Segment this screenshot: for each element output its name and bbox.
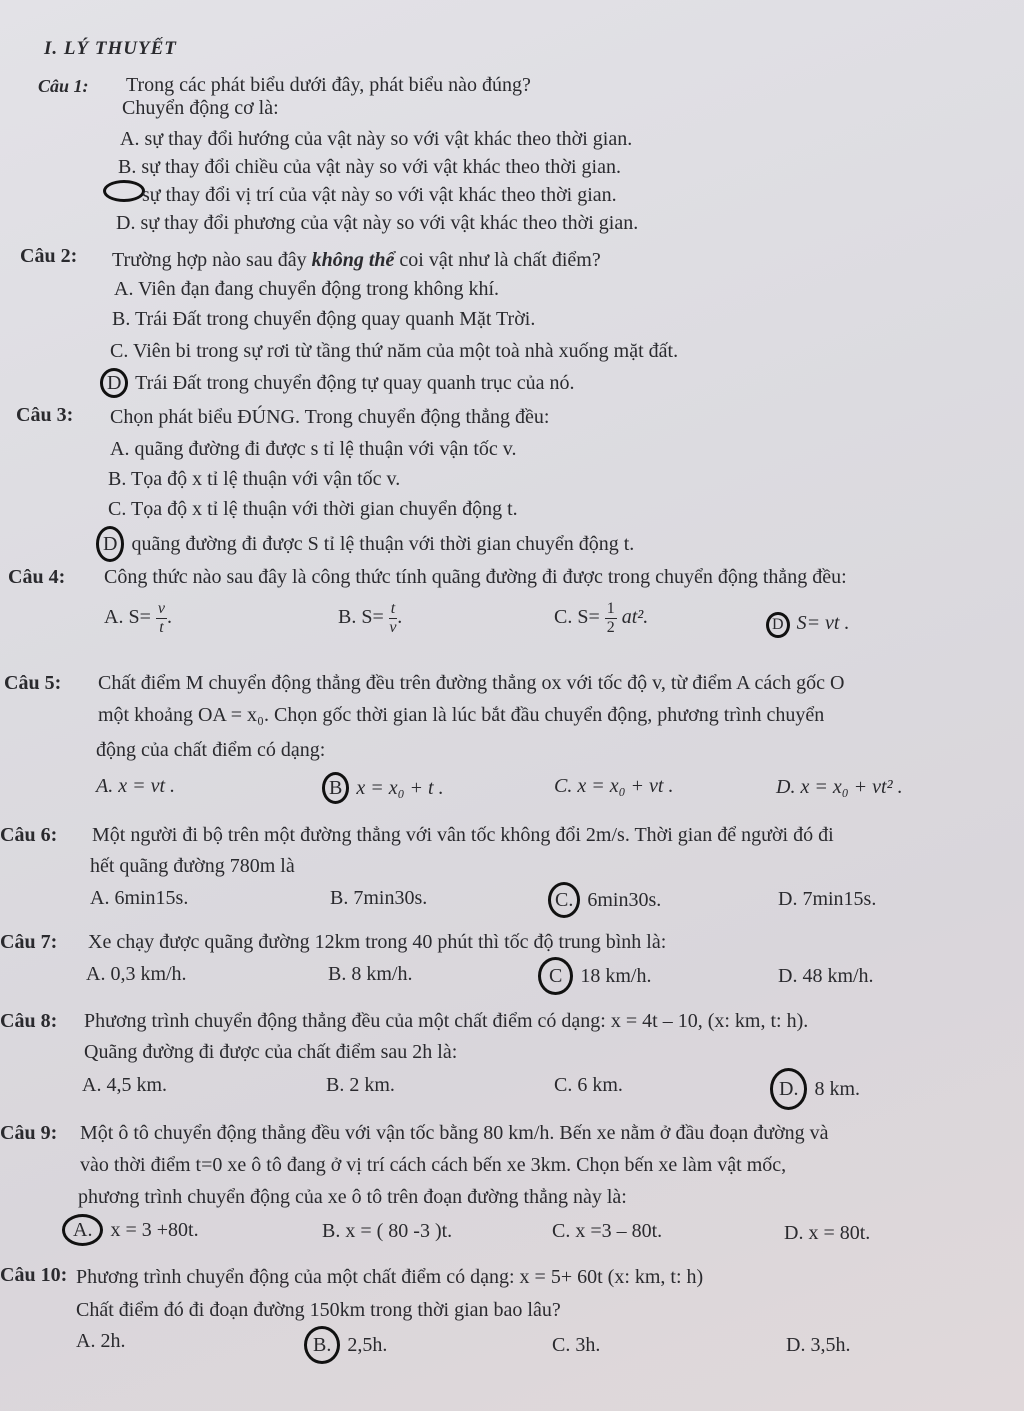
question-1-subtext: Chuyển động cơ là: — [122, 97, 279, 119]
question-4-option-b: B. S= $\frac{t}{v}$ . — [338, 600, 403, 636]
question-7-option-d: D. 48 km/h. — [778, 965, 874, 987]
question-2-option-d-text: Trái Đất trong chuyển động tự quay quanh trục của nó. — [135, 372, 575, 394]
question-4-option-a-label: A. S= — [104, 606, 151, 629]
question-6-option-c-text: 6min30s. — [587, 889, 662, 911]
question-4-text: Công thức nào sau đây là công thức tính quãng đường đi được trong chuyển động thẳng đều: — [104, 566, 847, 588]
section-title: I. LÝ THUYẾT — [44, 38, 177, 59]
answer-circle-d: D — [96, 526, 124, 562]
question-5-line-2: một khoảng OA = x₀. Chọn gốc thời gian là lúc bắt đầu chuyển động, phương trình chuyển — [98, 704, 825, 726]
question-3-option-d — [96, 526, 634, 562]
question-2-label: Câu 2: — [20, 245, 78, 267]
question-6-line-1: Một người đi bộ trên một đường thẳng với vân tốc không đổi 2m/s. Thời gian để người đó đi — [92, 824, 834, 846]
question-3-label: Câu 3: — [16, 404, 74, 426]
question-9-option-d: D. x = 80t. — [784, 1222, 871, 1244]
question-3-option-b: B. Tọa độ x tỉ lệ thuận với vận tốc v. — [108, 468, 401, 490]
question-2-option-b: B. Trái Đất trong chuyển động quay quanh Mặt Trời. — [112, 308, 536, 330]
question-5-label: Câu 5: — [4, 672, 62, 694]
fraction-denominator: t — [159, 619, 164, 636]
fraction-denominator: v — [389, 619, 397, 636]
question-5-line-3: động của chất điểm có dạng: — [96, 739, 326, 761]
answer-circle-b: B — [322, 772, 349, 804]
question-4-option-b-label: B. S= — [338, 606, 384, 629]
question-9-label: Câu 9: — [0, 1122, 58, 1144]
fraction — [389, 600, 397, 637]
question-6-option-a: A. 6min15s. — [90, 887, 189, 909]
question-8-label: Câu 8: — [0, 1010, 58, 1032]
question-9-option-a — [62, 1214, 199, 1246]
question-4-label: Câu 4: — [8, 566, 66, 588]
question-9-line-1: Một ô tô chuyển động thẳng đều với vận tốc bằng 80 km/h. Bến xe nằm ở đầu đoạn đường và — [80, 1122, 829, 1144]
question-4-option-d-text: S= vt . — [796, 612, 850, 634]
question-2-text-emphasis: không thể — [311, 249, 395, 271]
question-7-option-b: B. 8 km/h. — [328, 963, 413, 985]
question-5-option-b-text: x = x₀ + t . — [356, 777, 444, 799]
fraction-numerator: v — [157, 600, 165, 617]
question-6-label: Câu 6: — [0, 824, 58, 846]
answer-circle-b: B. — [304, 1326, 340, 1364]
question-6-option-d: D. 7min15s. — [778, 888, 877, 910]
question-3-option-a: A. quãng đường đi được s tỉ lệ thuận với vận tốc v. — [110, 438, 517, 460]
question-4-option-c-formula: at². — [621, 606, 649, 629]
question-7-option-a: A. 0,3 km/h. — [86, 963, 187, 985]
question-9-option-b: B. x = ( 80 -3 )t. — [322, 1220, 453, 1242]
answer-circle-d: D. — [770, 1068, 807, 1110]
question-1-option-b: B. sự thay đổi chiều của vật này so với vật khác theo thời gian. — [118, 156, 621, 178]
question-4-option-c — [554, 600, 648, 637]
question-5-option-d: D. x = x₀ + vt² . — [776, 776, 903, 798]
question-10-line-2: Chất điểm đó đi đoạn đường 150km trong thời gian bao lâu? — [76, 1299, 561, 1321]
question-1-label: Câu 1: — [38, 76, 89, 96]
fraction — [156, 600, 167, 637]
question-10-label: Câu 10: — [0, 1264, 68, 1286]
question-10-option-d: D. 3,5h. — [786, 1334, 851, 1356]
question-7-text: Xe chạy được quãng đường 12km trong 40 phút thì tốc độ trung bình là: — [88, 931, 667, 953]
question-8-option-b: B. 2 km. — [326, 1074, 395, 1096]
question-7-option-c — [538, 957, 651, 995]
question-8-option-d — [770, 1068, 860, 1110]
question-6-line-2: hết quãng đường 780m là — [90, 855, 295, 877]
question-2-text-pre: Trường hợp nào sau đây — [112, 249, 307, 271]
question-1-option-a: A. sự thay đổi hướng của vật này so với vật khác theo thời gian. — [120, 128, 633, 150]
question-5-option-a: A. x = vt . — [96, 775, 176, 797]
question-10-option-b — [304, 1326, 387, 1364]
question-5-option-c: C. x = x₀ + vt . — [554, 775, 674, 797]
question-8-option-d-text: 8 km. — [814, 1078, 861, 1100]
question-9-line-3: phương trình chuyển động của xe ô tô trên đoạn đường thẳng này là: — [78, 1186, 627, 1208]
question-8-line-1: Phương trình chuyển động thẳng đều của một chất điểm có dạng: x = 4t – 10, (x: km, t: h). — [84, 1010, 809, 1032]
fraction — [605, 600, 617, 637]
answer-circle-c: C — [538, 957, 573, 995]
answer-circle-mark — [103, 180, 145, 202]
question-3-text: Chọn phát biểu ĐÚNG. Trong chuyển động thẳng đều: — [110, 406, 550, 428]
question-3-option-c: C. Tọa độ x tỉ lệ thuận với thời gian chuyển động t. — [108, 498, 518, 520]
question-7-option-c-text: 18 km/h. — [580, 965, 652, 987]
question-2-text — [112, 249, 601, 272]
question-10-option-c: C. 3h. — [552, 1334, 601, 1356]
question-6-option-c — [548, 882, 661, 918]
question-1-option-d: D. sự thay đổi phương của vật này so với vật khác theo thời gian. — [116, 212, 639, 234]
question-5-option-b — [322, 772, 444, 804]
question-2-text-post: coi vật như là chất điểm? — [399, 249, 601, 271]
question-9-option-c: C. x =3 – 80t. — [552, 1220, 663, 1242]
question-2-option-c: C. Viên bi trong sự rơi từ tầng thứ năm của một toà nhà xuống mặt đất. — [110, 340, 679, 362]
question-6-option-b: B. 7min30s. — [330, 887, 428, 909]
fraction-numerator: t — [390, 600, 396, 617]
question-10-option-a: A. 2h. — [76, 1330, 126, 1352]
question-8-option-a: A. 4,5 km. — [82, 1074, 167, 1096]
question-2-option-a: A. Viên đạn đang chuyển động trong không khí. — [114, 278, 500, 300]
question-9-option-a-text: x = 3 +80t. — [110, 1219, 199, 1241]
answer-circle-d: D — [766, 612, 790, 638]
answer-circle-d: D — [100, 368, 128, 398]
question-9-line-2: vào thời điểm t=0 xe ô tô đang ở vị trí cách cách bến xe 3km. Chọn bến xe làm vật mốc, — [80, 1154, 787, 1176]
question-8-option-c: C. 6 km. — [554, 1074, 623, 1096]
question-8-line-2: Quãng đường đi được của chất điểm sau 2h là: — [84, 1041, 458, 1063]
fraction-denominator: 2 — [606, 619, 615, 636]
question-7-label: Câu 7: — [0, 931, 58, 953]
question-3-option-d-text: quãng đường đi được S tỉ lệ thuận với thời gian chuyển động t. — [131, 533, 635, 555]
answer-circle-a: A. — [62, 1214, 103, 1246]
question-1-option-c: sự thay đổi vị trí của vật này so với vật khác theo thời gian. — [142, 184, 617, 206]
question-10-option-b-text: 2,5h. — [347, 1334, 388, 1356]
question-2-option-d — [100, 368, 575, 398]
question-10-line-1: Phương trình chuyển động của một chất điểm có dạng: x = 5+ 60t (x: km, t: h) — [76, 1266, 704, 1288]
question-5-line-1: Chất điểm M chuyển động thẳng đều trên đường thẳng ox với tốc độ v, từ điểm A cách gốc O — [98, 672, 845, 694]
fraction-numerator: 1 — [606, 600, 615, 617]
question-1-text: Trong các phát biểu dưới đây, phát biểu nào đúng? — [126, 74, 531, 96]
answer-circle-c: C. — [548, 882, 580, 918]
question-4-option-d — [766, 612, 850, 638]
question-4-option-a: A. S= $\frac{v}{t}$ . — [104, 600, 172, 636]
question-4-option-c-label: C. S= — [554, 606, 600, 629]
